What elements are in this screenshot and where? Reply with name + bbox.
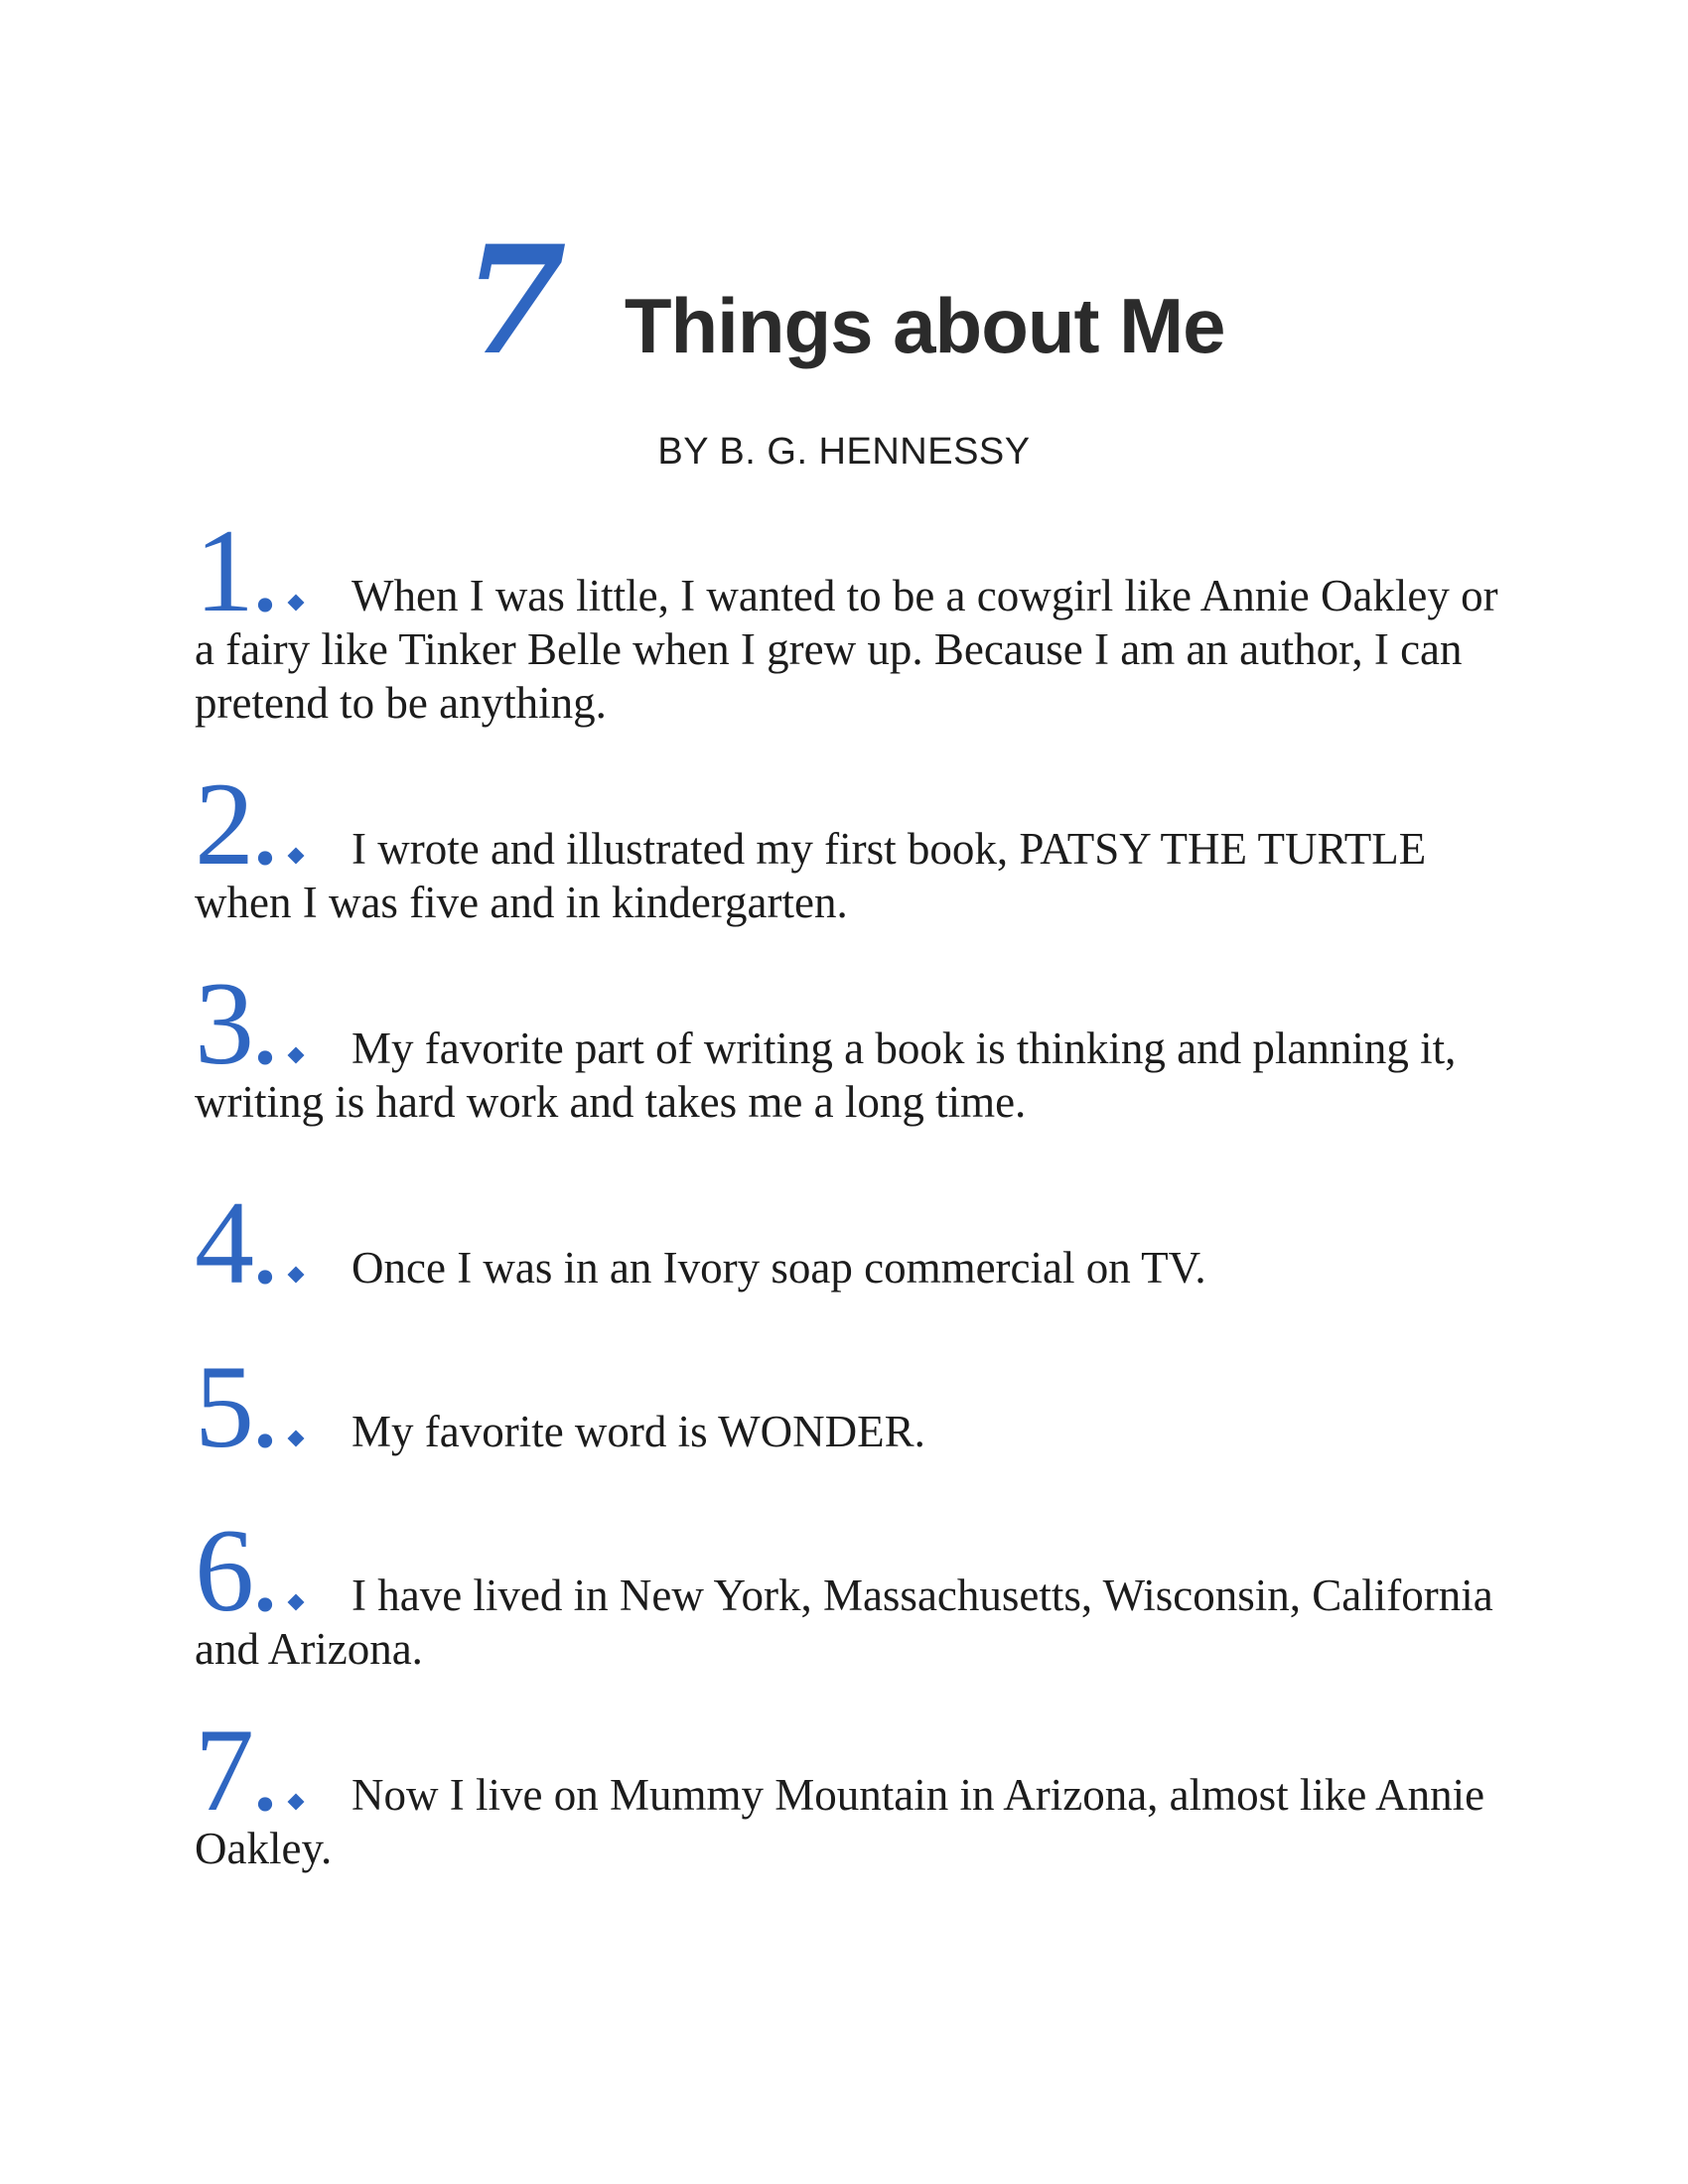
- item-number: 2.: [195, 757, 276, 889]
- page-title: Things about Me: [624, 282, 1225, 369]
- diamond-bullet-icon: [288, 595, 305, 612]
- item-number: 7.: [195, 1704, 276, 1836]
- diamond-bullet-icon: [288, 1794, 305, 1811]
- item-number: 5.: [195, 1340, 276, 1472]
- item-number: 6.: [195, 1504, 276, 1636]
- item-number: 3.: [195, 957, 276, 1089]
- item-text: I wrote and illustrated my first book, PATSY THE TURTLE when I was five and in kindergarten.: [195, 824, 1427, 927]
- diamond-bullet-icon: [288, 1594, 305, 1611]
- item-number: 4.: [195, 1176, 276, 1308]
- list-item: [195, 504, 1505, 730]
- diamond-bullet-icon: [288, 1047, 305, 1064]
- item-text: My favorite word is WONDER.: [352, 1407, 925, 1456]
- list-item: [195, 1704, 1505, 1875]
- diamond-bullet-icon: [288, 1431, 305, 1447]
- title-number: 7: [463, 213, 567, 388]
- list-item: [195, 1176, 1505, 1308]
- item-text: My favorite part of writing a book is thinking and planning it, writing is hard work and takes me a long time.: [195, 1024, 1457, 1127]
- list-item: [195, 1504, 1505, 1676]
- list-item: [195, 1340, 1505, 1472]
- item-number: 1.: [195, 504, 276, 636]
- item-text: When I was little, I wanted to be a cowgirl like Annie Oakley or a fairy like Tinker Belle when I grew up. Because I am an author, I can pretend to be anything.: [195, 571, 1498, 728]
- author-byline: BY B. G. HENNESSY: [657, 431, 1031, 473]
- facts-list: [195, 504, 1505, 1875]
- diamond-bullet-icon: [288, 1267, 305, 1284]
- item-text: Now I live on Mummy Mountain in Arizona, almost like Annie Oakley.: [195, 1770, 1485, 1873]
- item-text: Once I was in an Ivory soap commercial on TV.: [352, 1243, 1206, 1293]
- item-text: I have lived in New York, Massachusetts, Wisconsin, California and Arizona.: [195, 1570, 1493, 1674]
- list-item: [195, 957, 1505, 1129]
- list-item: [195, 757, 1505, 929]
- title-row: [0, 213, 1688, 388]
- diamond-bullet-icon: [288, 848, 305, 865]
